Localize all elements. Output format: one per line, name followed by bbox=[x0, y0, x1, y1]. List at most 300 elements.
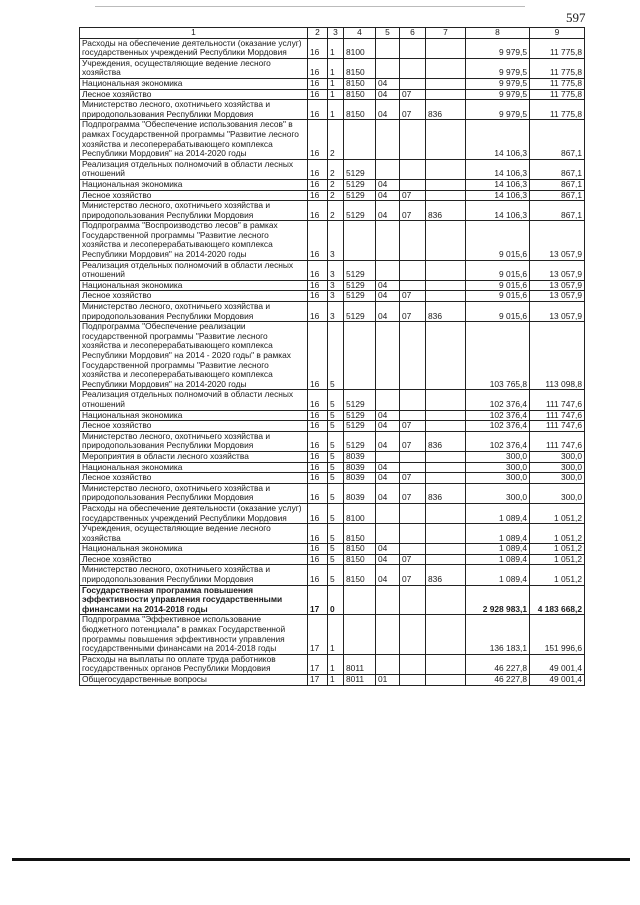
row-value-cell: 4 183 668,2 bbox=[530, 585, 585, 615]
row-name-cell: Национальная экономика bbox=[80, 544, 308, 555]
row-value-cell: 1 051,2 bbox=[530, 544, 585, 555]
row-value-cell: 16 bbox=[308, 302, 328, 322]
row-value-cell bbox=[400, 38, 426, 58]
row-name-cell: Лесное хозяйство bbox=[80, 190, 308, 201]
row-name-cell: Лесное хозяйство bbox=[80, 473, 308, 484]
row-value-cell bbox=[426, 554, 466, 565]
row-name-cell: Реализация отдельных полномочий в области лесных отношений bbox=[80, 390, 308, 410]
row-value-cell: 17 bbox=[308, 675, 328, 686]
row-value-cell bbox=[376, 260, 400, 280]
row-value-cell: 5 bbox=[328, 565, 344, 585]
row-value-cell: 113 098,8 bbox=[530, 322, 585, 390]
row-value-cell: 07 bbox=[400, 431, 426, 451]
row-value-cell: 1 bbox=[328, 78, 344, 89]
row-value-cell bbox=[426, 179, 466, 190]
table-row bbox=[80, 179, 585, 190]
row-value-cell: 07 bbox=[400, 291, 426, 302]
row-value-cell: 300,0 bbox=[466, 462, 530, 473]
row-value-cell bbox=[376, 654, 400, 674]
col-header: 1 bbox=[80, 28, 308, 39]
row-value-cell: 04 bbox=[376, 291, 400, 302]
row-value-cell: 11 775,8 bbox=[530, 100, 585, 120]
row-value-cell: 16 bbox=[308, 462, 328, 473]
row-value-cell bbox=[426, 78, 466, 89]
row-name-cell: Лесное хозяйство bbox=[80, 554, 308, 565]
row-value-cell: 867,1 bbox=[530, 120, 585, 159]
row-value-cell: 111 747,6 bbox=[530, 431, 585, 451]
row-value-cell: 5129 bbox=[344, 190, 376, 201]
row-value-cell: 8150 bbox=[344, 58, 376, 78]
table-row bbox=[80, 302, 585, 322]
row-value-cell: 836 bbox=[426, 201, 466, 221]
col-header: 4 bbox=[344, 28, 376, 39]
row-value-cell: 300,0 bbox=[466, 451, 530, 462]
row-value-cell: 836 bbox=[426, 100, 466, 120]
row-value-cell: 9 979,5 bbox=[466, 78, 530, 89]
row-value-cell bbox=[400, 524, 426, 544]
row-value-cell bbox=[426, 89, 466, 100]
table-row bbox=[80, 89, 585, 100]
row-name-cell: Подпрограмма "Эффективное использование бюджетного потенциала" в рамках Государственной программы повышения эффективности управления государственными финансами на 2014-2018 годы bbox=[80, 615, 308, 654]
row-value-cell: 5 bbox=[328, 462, 344, 473]
row-value-cell: 5 bbox=[328, 554, 344, 565]
row-value-cell bbox=[376, 524, 400, 544]
col-header: 9 bbox=[530, 28, 585, 39]
row-value-cell: 49 001,4 bbox=[530, 654, 585, 674]
row-name-cell: Министерство лесного, охотничьего хозяйства и природопользования Республики Мордовия bbox=[80, 302, 308, 322]
row-value-cell: 8150 bbox=[344, 78, 376, 89]
row-value-cell bbox=[426, 421, 466, 432]
row-value-cell: 5 bbox=[328, 410, 344, 421]
row-value-cell: 07 bbox=[400, 302, 426, 322]
table-row bbox=[80, 544, 585, 555]
row-name-cell: Расходы на обеспечение деятельности (оказание услуг) государственных учреждений Республики Мордовия bbox=[80, 503, 308, 523]
row-value-cell bbox=[400, 654, 426, 674]
row-value-cell: 8150 bbox=[344, 89, 376, 100]
table-row bbox=[80, 654, 585, 674]
row-value-cell: 5129 bbox=[344, 260, 376, 280]
row-name-cell: Лесное хозяйство bbox=[80, 421, 308, 432]
row-value-cell bbox=[426, 585, 466, 615]
row-value-cell bbox=[426, 390, 466, 410]
row-value-cell: 5129 bbox=[344, 302, 376, 322]
row-value-cell: 8039 bbox=[344, 462, 376, 473]
table-row bbox=[80, 291, 585, 302]
row-value-cell: 14 106,3 bbox=[466, 179, 530, 190]
row-value-cell: 2 bbox=[328, 201, 344, 221]
row-value-cell: 2 928 983,1 bbox=[466, 585, 530, 615]
row-value-cell: 8039 bbox=[344, 451, 376, 462]
row-value-cell: 3 bbox=[328, 221, 344, 260]
row-value-cell bbox=[400, 221, 426, 260]
row-value-cell bbox=[344, 221, 376, 260]
row-value-cell bbox=[426, 410, 466, 421]
row-value-cell: 04 bbox=[376, 421, 400, 432]
row-value-cell bbox=[426, 291, 466, 302]
col-header: 5 bbox=[376, 28, 400, 39]
row-value-cell: 07 bbox=[400, 100, 426, 120]
row-value-cell: 16 bbox=[308, 100, 328, 120]
row-value-cell: 07 bbox=[400, 473, 426, 484]
row-value-cell: 2 bbox=[328, 179, 344, 190]
table-row bbox=[80, 120, 585, 159]
row-value-cell bbox=[376, 38, 400, 58]
row-value-cell bbox=[376, 120, 400, 159]
row-value-cell: 8100 bbox=[344, 38, 376, 58]
row-value-cell bbox=[400, 503, 426, 523]
row-value-cell: 16 bbox=[308, 483, 328, 503]
row-value-cell: 13 057,9 bbox=[530, 291, 585, 302]
row-name-cell: Министерство лесного, охотничьего хозяйства и природопользования Республики Мордовия bbox=[80, 201, 308, 221]
table-row bbox=[80, 524, 585, 544]
row-name-cell: Учреждения, осуществляющие ведение лесного хозяйства bbox=[80, 58, 308, 78]
row-value-cell: 1 bbox=[328, 654, 344, 674]
row-value-cell: 16 bbox=[308, 291, 328, 302]
row-value-cell bbox=[376, 451, 400, 462]
row-value-cell: 5129 bbox=[344, 390, 376, 410]
row-value-cell bbox=[426, 260, 466, 280]
row-value-cell: 5 bbox=[328, 322, 344, 390]
row-value-cell: 102 376,4 bbox=[466, 410, 530, 421]
row-value-cell: 07 bbox=[400, 190, 426, 201]
row-value-cell bbox=[400, 120, 426, 159]
row-value-cell: 1 bbox=[328, 89, 344, 100]
table-row bbox=[80, 260, 585, 280]
row-value-cell: 07 bbox=[400, 483, 426, 503]
row-value-cell: 8150 bbox=[344, 100, 376, 120]
row-name-cell: Национальная экономика bbox=[80, 410, 308, 421]
row-value-cell: 16 bbox=[308, 221, 328, 260]
row-value-cell: 9 015,6 bbox=[466, 302, 530, 322]
row-value-cell bbox=[426, 38, 466, 58]
row-value-cell: 04 bbox=[376, 483, 400, 503]
table-row bbox=[80, 503, 585, 523]
row-value-cell: 16 bbox=[308, 159, 328, 179]
col-header: 3 bbox=[328, 28, 344, 39]
table-row bbox=[80, 410, 585, 421]
row-value-cell: 1 bbox=[328, 100, 344, 120]
row-value-cell: 04 bbox=[376, 201, 400, 221]
row-value-cell: 111 747,6 bbox=[530, 390, 585, 410]
row-value-cell: 04 bbox=[376, 544, 400, 555]
row-value-cell: 04 bbox=[376, 100, 400, 120]
row-value-cell: 5 bbox=[328, 473, 344, 484]
row-value-cell bbox=[400, 390, 426, 410]
row-value-cell bbox=[376, 503, 400, 523]
row-value-cell: 300,0 bbox=[530, 462, 585, 473]
row-value-cell: 46 227,8 bbox=[466, 654, 530, 674]
row-value-cell: 16 bbox=[308, 89, 328, 100]
row-value-cell: 1 051,2 bbox=[530, 565, 585, 585]
row-value-cell: 16 bbox=[308, 201, 328, 221]
budget-table bbox=[79, 27, 585, 686]
row-value-cell: 16 bbox=[308, 280, 328, 291]
row-value-cell: 1 bbox=[328, 675, 344, 686]
row-value-cell: 16 bbox=[308, 58, 328, 78]
row-value-cell: 16 bbox=[308, 390, 328, 410]
row-value-cell bbox=[426, 451, 466, 462]
row-value-cell: 16 bbox=[308, 78, 328, 89]
row-value-cell bbox=[400, 280, 426, 291]
table-row bbox=[80, 483, 585, 503]
row-name-cell: Национальная экономика bbox=[80, 280, 308, 291]
row-value-cell: 16 bbox=[308, 322, 328, 390]
row-value-cell bbox=[344, 120, 376, 159]
row-value-cell bbox=[426, 654, 466, 674]
row-value-cell: 2 bbox=[328, 159, 344, 179]
row-value-cell bbox=[400, 322, 426, 390]
row-value-cell: 5 bbox=[328, 503, 344, 523]
page-number: 597 bbox=[566, 10, 586, 25]
row-name-cell: Расходы на выплаты по оплате труда работников государственных органов Республики Мордовия bbox=[80, 654, 308, 674]
row-value-cell: 07 bbox=[400, 89, 426, 100]
row-value-cell bbox=[400, 78, 426, 89]
row-value-cell: 13 057,9 bbox=[530, 280, 585, 291]
row-value-cell bbox=[426, 675, 466, 686]
table-row bbox=[80, 201, 585, 221]
row-name-cell: Мероприятия в области лесного хозяйства bbox=[80, 451, 308, 462]
row-value-cell: 111 747,6 bbox=[530, 410, 585, 421]
row-value-cell: 9 015,6 bbox=[466, 221, 530, 260]
scan-top-rule bbox=[95, 6, 525, 7]
row-value-cell: 1 bbox=[328, 38, 344, 58]
row-value-cell: 5129 bbox=[344, 179, 376, 190]
row-value-cell: 16 bbox=[308, 410, 328, 421]
row-value-cell: 1 051,2 bbox=[530, 554, 585, 565]
row-value-cell: 1 051,2 bbox=[530, 503, 585, 523]
row-value-cell bbox=[426, 120, 466, 159]
row-value-cell: 13 057,9 bbox=[530, 302, 585, 322]
row-value-cell: 103 765,8 bbox=[466, 322, 530, 390]
row-value-cell bbox=[426, 544, 466, 555]
row-value-cell: 5129 bbox=[344, 201, 376, 221]
table-row bbox=[80, 615, 585, 654]
row-name-cell: Учреждения, осуществляющие ведение лесного хозяйства bbox=[80, 524, 308, 544]
row-value-cell bbox=[426, 503, 466, 523]
row-value-cell: 8100 bbox=[344, 503, 376, 523]
row-value-cell: 04 bbox=[376, 554, 400, 565]
row-value-cell: 5129 bbox=[344, 280, 376, 291]
table-row bbox=[80, 58, 585, 78]
scan-bottom-rule bbox=[12, 858, 630, 861]
row-value-cell: 17 bbox=[308, 615, 328, 654]
row-value-cell: 17 bbox=[308, 654, 328, 674]
row-value-cell bbox=[426, 190, 466, 201]
table-row bbox=[80, 100, 585, 120]
row-name-cell: Государственная программа повышения эффективности управления государственными финансами на 2014-2018 годы bbox=[80, 585, 308, 615]
row-value-cell: 1 bbox=[328, 615, 344, 654]
row-value-cell bbox=[426, 615, 466, 654]
row-value-cell: 1 089,4 bbox=[466, 503, 530, 523]
row-value-cell: 5 bbox=[328, 421, 344, 432]
row-value-cell: 836 bbox=[426, 302, 466, 322]
row-value-cell bbox=[426, 280, 466, 291]
table-row bbox=[80, 565, 585, 585]
row-value-cell: 04 bbox=[376, 431, 400, 451]
table-row bbox=[80, 159, 585, 179]
row-value-cell: 9 015,6 bbox=[466, 291, 530, 302]
row-value-cell: 136 183,1 bbox=[466, 615, 530, 654]
row-name-cell: Национальная экономика bbox=[80, 179, 308, 190]
row-value-cell bbox=[400, 179, 426, 190]
row-value-cell bbox=[376, 221, 400, 260]
row-value-cell bbox=[400, 615, 426, 654]
row-value-cell: 04 bbox=[376, 280, 400, 291]
row-value-cell bbox=[426, 524, 466, 544]
row-value-cell: 11 775,8 bbox=[530, 38, 585, 58]
table-row bbox=[80, 554, 585, 565]
row-value-cell bbox=[400, 544, 426, 555]
row-value-cell: 04 bbox=[376, 89, 400, 100]
row-value-cell bbox=[376, 58, 400, 78]
row-value-cell bbox=[400, 58, 426, 78]
col-header: 6 bbox=[400, 28, 426, 39]
row-value-cell: 5 bbox=[328, 451, 344, 462]
row-value-cell bbox=[344, 322, 376, 390]
table-row bbox=[80, 190, 585, 201]
row-value-cell: 01 bbox=[376, 675, 400, 686]
row-value-cell: 3 bbox=[328, 291, 344, 302]
row-value-cell bbox=[400, 410, 426, 421]
row-value-cell bbox=[400, 260, 426, 280]
table-row bbox=[80, 322, 585, 390]
table-row bbox=[80, 462, 585, 473]
row-value-cell bbox=[400, 451, 426, 462]
row-value-cell: 867,1 bbox=[530, 159, 585, 179]
row-value-cell: 16 bbox=[308, 554, 328, 565]
row-value-cell: 836 bbox=[426, 483, 466, 503]
row-value-cell bbox=[344, 585, 376, 615]
row-value-cell: 07 bbox=[400, 565, 426, 585]
row-value-cell bbox=[400, 585, 426, 615]
row-value-cell: 8039 bbox=[344, 483, 376, 503]
row-value-cell: 11 775,8 bbox=[530, 78, 585, 89]
row-value-cell: 16 bbox=[308, 421, 328, 432]
row-value-cell: 1 089,4 bbox=[466, 554, 530, 565]
row-name-cell: Министерство лесного, охотничьего хозяйства и природопользования Республики Мордовия bbox=[80, 483, 308, 503]
row-value-cell: 1 089,4 bbox=[466, 544, 530, 555]
row-value-cell: 14 106,3 bbox=[466, 120, 530, 159]
table-row bbox=[80, 473, 585, 484]
row-value-cell: 111 747,6 bbox=[530, 421, 585, 432]
row-value-cell: 16 bbox=[308, 451, 328, 462]
row-value-cell bbox=[400, 159, 426, 179]
row-value-cell: 49 001,4 bbox=[530, 675, 585, 686]
row-value-cell: 8011 bbox=[344, 675, 376, 686]
row-value-cell: 151 996,6 bbox=[530, 615, 585, 654]
row-value-cell: 5129 bbox=[344, 410, 376, 421]
row-value-cell: 16 bbox=[308, 38, 328, 58]
row-value-cell: 5 bbox=[328, 431, 344, 451]
row-value-cell: 14 106,3 bbox=[466, 159, 530, 179]
row-value-cell: 04 bbox=[376, 78, 400, 89]
table-row bbox=[80, 78, 585, 89]
row-value-cell: 16 bbox=[308, 120, 328, 159]
row-name-cell: Министерство лесного, охотничьего хозяйства и природопользования Республики Мордовия bbox=[80, 565, 308, 585]
row-value-cell: 04 bbox=[376, 473, 400, 484]
row-name-cell: Реализация отдельных полномочий в области лесных отношений bbox=[80, 260, 308, 280]
row-value-cell: 836 bbox=[426, 431, 466, 451]
row-name-cell: Национальная экономика bbox=[80, 78, 308, 89]
row-value-cell: 16 bbox=[308, 565, 328, 585]
row-value-cell: 16 bbox=[308, 473, 328, 484]
row-value-cell: 8150 bbox=[344, 544, 376, 555]
row-value-cell: 102 376,4 bbox=[466, 431, 530, 451]
row-value-cell: 5 bbox=[328, 390, 344, 410]
row-value-cell bbox=[376, 159, 400, 179]
table-row bbox=[80, 431, 585, 451]
table-row bbox=[80, 675, 585, 686]
col-header: 8 bbox=[466, 28, 530, 39]
row-value-cell: 8150 bbox=[344, 524, 376, 544]
row-value-cell: 5 bbox=[328, 483, 344, 503]
row-value-cell: 16 bbox=[308, 260, 328, 280]
row-value-cell: 11 775,8 bbox=[530, 89, 585, 100]
row-value-cell bbox=[426, 159, 466, 179]
row-value-cell: 9 979,5 bbox=[466, 100, 530, 120]
row-value-cell bbox=[426, 462, 466, 473]
row-value-cell bbox=[400, 675, 426, 686]
row-value-cell: 8150 bbox=[344, 554, 376, 565]
row-value-cell: 300,0 bbox=[530, 473, 585, 484]
row-value-cell: 07 bbox=[400, 201, 426, 221]
row-value-cell: 1 089,4 bbox=[466, 524, 530, 544]
row-value-cell: 3 bbox=[328, 280, 344, 291]
row-value-cell: 2 bbox=[328, 190, 344, 201]
row-value-cell: 16 bbox=[308, 190, 328, 201]
row-value-cell: 9 979,5 bbox=[466, 38, 530, 58]
table-row bbox=[80, 451, 585, 462]
row-value-cell: 867,1 bbox=[530, 179, 585, 190]
row-value-cell: 5129 bbox=[344, 431, 376, 451]
row-value-cell: 04 bbox=[376, 179, 400, 190]
row-value-cell: 9 979,5 bbox=[466, 89, 530, 100]
row-name-cell: Подпрограмма "Обеспечение реализации государственной программы "Развитие лесного хозяйства и лесоперерабатывающего комплекса Республики Мордовия" на 2014 - 2020 годы" в рамках Государственной программы "Развитие лесного хозяйства и лесоперерабатывающего комплекса Республики Мордовия" на 2014-2020 годы bbox=[80, 322, 308, 390]
row-value-cell: 8150 bbox=[344, 565, 376, 585]
table-row bbox=[80, 585, 585, 615]
row-value-cell: 1 bbox=[328, 58, 344, 78]
row-value-cell: 5129 bbox=[344, 159, 376, 179]
row-value-cell: 300,0 bbox=[530, 483, 585, 503]
row-value-cell: 8011 bbox=[344, 654, 376, 674]
row-value-cell: 867,1 bbox=[530, 190, 585, 201]
row-value-cell: 11 775,8 bbox=[530, 58, 585, 78]
row-value-cell: 13 057,9 bbox=[530, 260, 585, 280]
row-value-cell: 13 057,9 bbox=[530, 221, 585, 260]
row-name-cell: Общегосударственные вопросы bbox=[80, 675, 308, 686]
row-name-cell: Реализация отдельных полномочий в области лесных отношений bbox=[80, 159, 308, 179]
row-name-cell: Министерство лесного, охотничьего хозяйства и природопользования Республики Мордовия bbox=[80, 431, 308, 451]
row-value-cell: 16 bbox=[308, 544, 328, 555]
table-row bbox=[80, 421, 585, 432]
row-value-cell: 1 051,2 bbox=[530, 524, 585, 544]
table-body bbox=[80, 38, 585, 685]
row-value-cell: 3 bbox=[328, 302, 344, 322]
row-value-cell: 1 089,4 bbox=[466, 565, 530, 585]
table-row bbox=[80, 38, 585, 58]
table-row bbox=[80, 221, 585, 260]
row-value-cell: 9 015,6 bbox=[466, 280, 530, 291]
row-value-cell: 07 bbox=[400, 554, 426, 565]
row-value-cell: 300,0 bbox=[466, 483, 530, 503]
row-value-cell: 8039 bbox=[344, 473, 376, 484]
col-header: 7 bbox=[426, 28, 466, 39]
row-name-cell: Подпрограмма "Обеспечение использования лесов" в рамках Государственной программы "Развитие лесного хозяйства и лесоперерабатывающего комплекса Республики Мордовия" на 2014-2020 годы bbox=[80, 120, 308, 159]
table-row bbox=[80, 390, 585, 410]
row-value-cell: 16 bbox=[308, 524, 328, 544]
col-header: 2 bbox=[308, 28, 328, 39]
row-value-cell: 5129 bbox=[344, 421, 376, 432]
